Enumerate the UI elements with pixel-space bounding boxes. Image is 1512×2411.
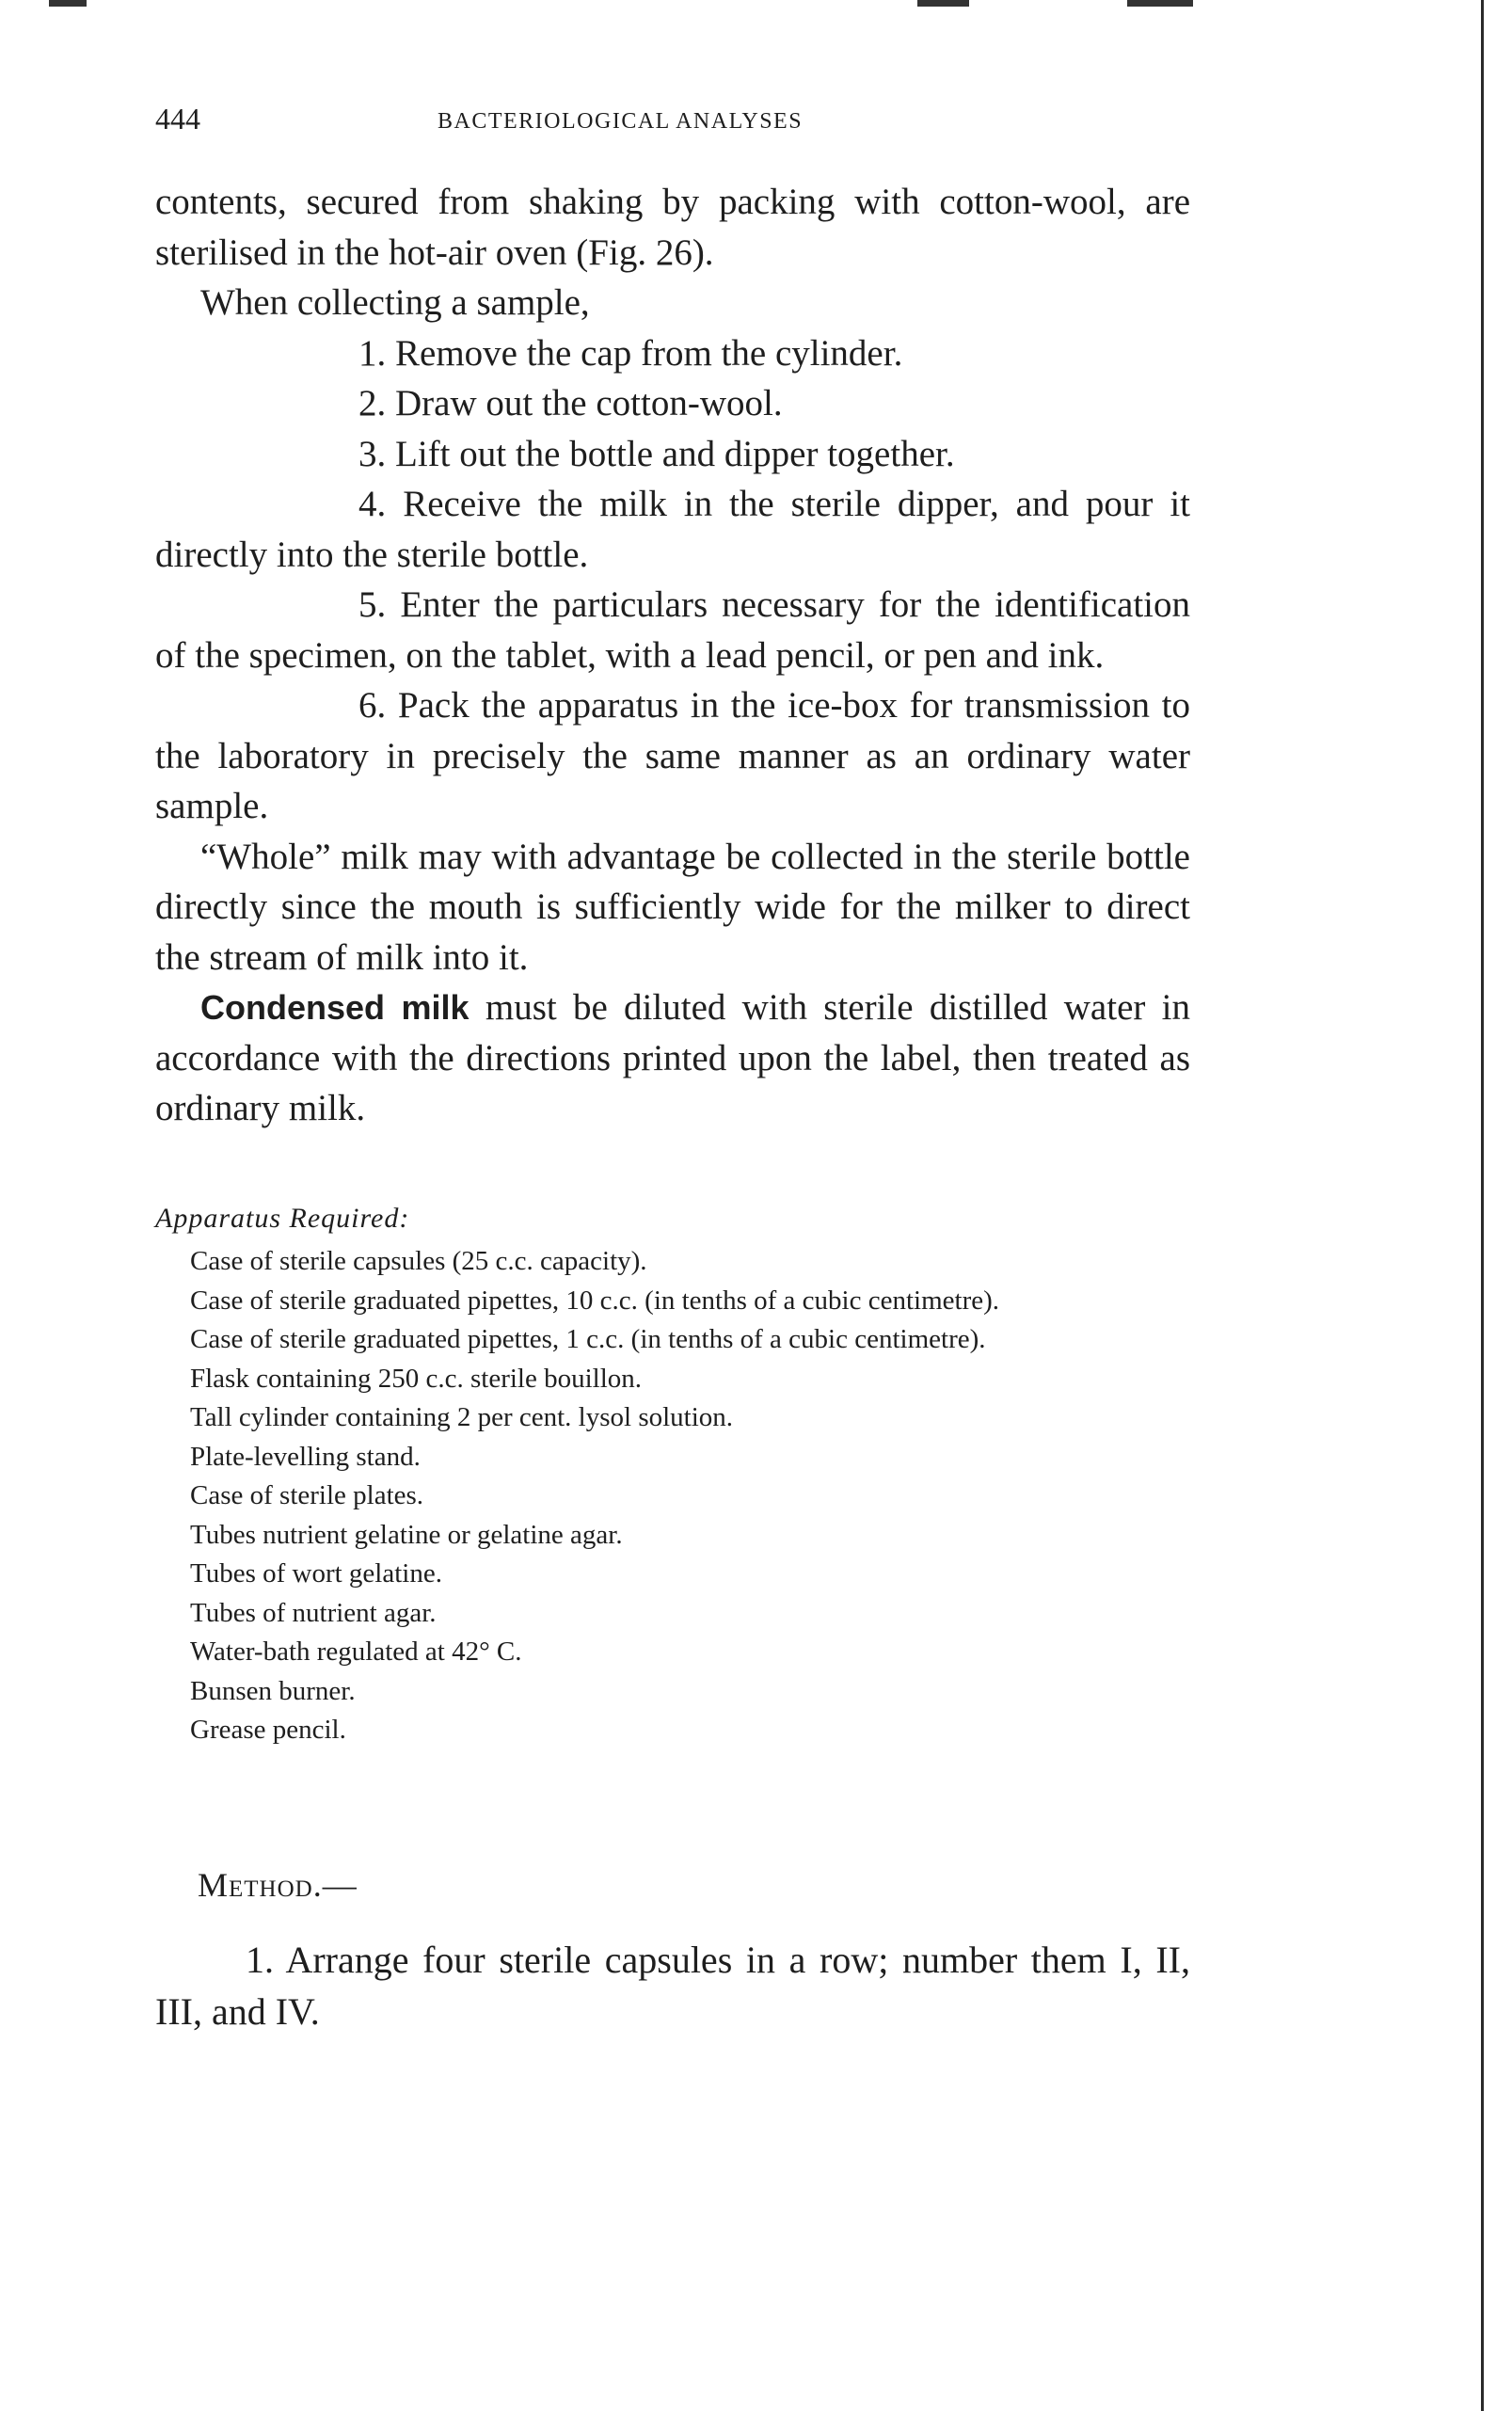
apparatus-item: Tall cylinder containing 2 per cent. lysol solution. [190, 1402, 734, 1432]
scan-edge-mark [49, 0, 87, 7]
paragraph-text: “Whole” milk may with advantage be collected in the sterile bottle directly since the mouth is sufficiently wide for the milker to direct the stream of milk into it. [155, 836, 1190, 978]
step-item [155, 680, 1190, 832]
page-number: 444 [155, 102, 200, 136]
step-text: Enter the particulars necessary for the identification of the specimen, on the tablet, with a lead pencil, or pen and ink. [155, 584, 1190, 676]
scan-edge-mark [917, 0, 969, 7]
step-text: Remove the cap from the cylinder. [395, 332, 903, 374]
apparatus-item: Tubes of nutrient agar. [190, 1597, 437, 1628]
step-number: 6. [358, 685, 387, 726]
apparatus-item: Water-bath regulated at 42° C. [190, 1637, 522, 1667]
method-heading: Method.— [198, 1866, 358, 1904]
apparatus-heading: Apparatus Required: [155, 1203, 410, 1234]
apparatus-item: Flask containing 250 c.c. sterile bouillon. [190, 1363, 643, 1394]
scan-edge-mark [1127, 0, 1193, 7]
paragraph-text: contents, secured from shaking by packing with cotton-wool, are sterilised in the hot-air oven (Fig. 26). [155, 182, 1190, 273]
apparatus-item: Case of sterile capsules (25 c.c. capacity). [190, 1246, 647, 1276]
step-text: Pack the apparatus in the ice-box for transmission to the laboratory in precisely the same manner as an ordinary water sample. [155, 685, 1191, 826]
apparatus-item: Tubes of wort gelatine. [190, 1558, 442, 1589]
step-text: Arrange four sterile capsules in a row; number them I, II, III, and IV. [155, 1939, 1191, 2033]
running-head: BACTERIOLOGICAL ANALYSES [438, 109, 804, 134]
paragraph [155, 832, 1190, 983]
paragraph-text: must be diluted with sterile distilled water in accordance with the directions printed upon the label, then treated as ordinary milk. [155, 987, 1190, 1128]
apparatus-item: Case of sterile graduated pipettes, 10 c.c. (in tenths of a cubic centimetre). [190, 1285, 1000, 1316]
step-text: Lift out the bottle and dipper together. [395, 433, 955, 474]
method-step [155, 1934, 1190, 2037]
page-binding-edge [1481, 0, 1484, 2411]
apparatus-item: Case of sterile graduated pipettes, 1 c.c. (in tenths of a cubic centimetre). [190, 1324, 986, 1354]
paragraph [155, 177, 1190, 278]
step-number: 1. [246, 1939, 274, 1981]
paragraph-text: When collecting a sample, [200, 282, 590, 323]
step-number: 5. [358, 584, 387, 625]
step-text: Receive the milk in the sterile dipper, and pour it directly into the sterile bottle. [155, 484, 1190, 575]
apparatus-item: Plate-levelling stand. [190, 1441, 421, 1472]
step-number: 2. [358, 383, 387, 423]
apparatus-item: Bunsen burner. [190, 1675, 356, 1706]
condensed-milk-term: Condensed milk [200, 988, 470, 1027]
apparatus-item: Tubes nutrient gelatine or gelatine agar. [190, 1519, 623, 1550]
paragraph [155, 278, 1190, 328]
step-item [155, 328, 1190, 379]
step-number: 4. [358, 484, 387, 524]
apparatus-item: Grease pencil. [190, 1715, 346, 1745]
step-text: Draw out the cotton-wool. [395, 383, 783, 423]
step-number: 3. [358, 433, 387, 474]
page-header [155, 102, 1190, 145]
step-item [155, 429, 1190, 480]
apparatus-list [190, 1242, 1189, 1750]
step-item [155, 580, 1190, 680]
body-text [155, 177, 1190, 1134]
paragraph [155, 982, 1190, 1134]
apparatus-item: Case of sterile plates. [190, 1480, 424, 1510]
step-item [155, 378, 1190, 429]
step-item [155, 479, 1190, 580]
step-number: 1. [358, 332, 387, 374]
